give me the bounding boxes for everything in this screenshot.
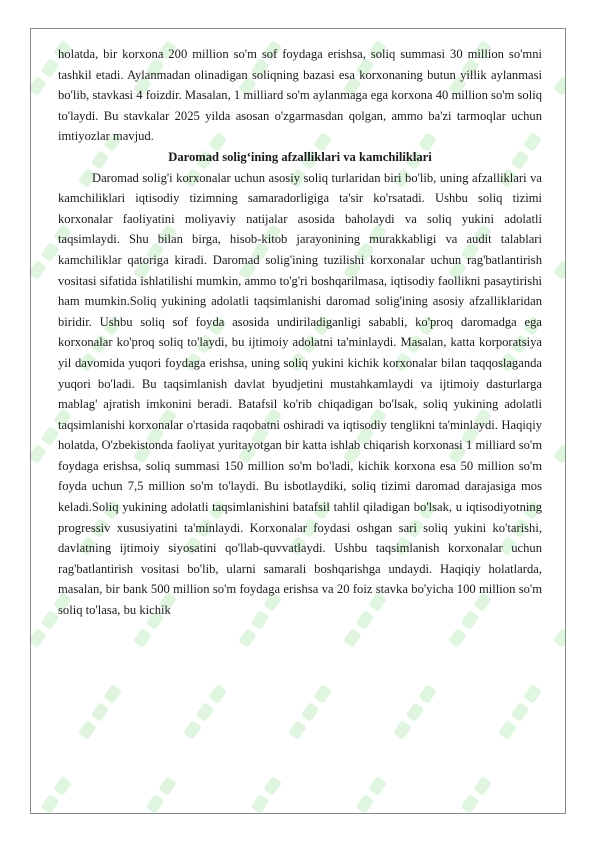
document-body xyxy=(58,44,542,621)
paragraph-2: Daromad solig'i korxonalar uchun asosiy soliq turlaridan biri bo'lib, uning afzalliklari va kamchiliklari iqtisodiy tizimning samaradorligiga ta'sir ko'rsatadi. Ushbu soliq tizimi korxonalar faoliyatini moliyaviy natijalar asosida baholaydi va soliq yukini adolatli taqsimlaydi. Shu bilan birga, hisob-kitob jarayonining murakkabligi va audit talablari kamchiliklar qatoriga kiradi. Daromad solig'ining tuzilishi korxonalar uchun rag'batlantirish vositasi sifatida ishlatilishi mumkin, ammo to'g'ri boshqarilmasa, iqtisodiy faollikni pasaytirishi ham mumkin.Soliq yukining adolatli taqsimlanishi daromad solig'ining asosiy afzalliklaridan biridir. Ushbu soliq sof foyda asosida undiriladiganligi sababli, ko'proq daromadga ega korxonalar ko'proq soliq to'laydi, bu ijtimoiy adolatni ta'minlaydi. Masalan, katta korporatsiya yil davomida yuqori foydaga erishsa, uning soliq yukini kichik korxonalar bilan taqqoslaganda yuqori bo'ladi. Bu taqsimlanish davlat byudjetini mustahkamlaydi va ijtimoiy dasturlarga mablag' ajratish imkonini beradi. Batafsil ko'rib chiqadigan bo'lsak, soliq yukining adolatli taqsimlanishi korxonalar o'rtasida raqobatni oshiradi va iqtisodiy tenglikni ta'minlaydi. Haqiqiy holatda, O'zbekistonda faoliyat yuritayotgan bir katta ishlab chiqarish korxonasi 1 milliard so'm foydaga erishsa, soliq summasi 150 million so'm bo'ladi, kichik korxona esa 50 million so'm foyda uchun 7,5 million so'm to'laydi. Bu isbotlaydiki, soliq tizimi daromad darajasiga mos keladi.Soliq yukining adolatli taqsimlanishini batafsil tahlil qiladigan bo'lsak, u iqtisodiyotning progressiv xususiyatini ta'minlaydi. Korxonalar foydasi oshgan sari soliq yukini ko'tarishi, davlatning ijtimoiy siyosatini qo'llab-quvvatlaydi. Ushbu taqsimlanish korxonalar uchun rag'batlantirish vositasi bo'lib, ularni samarali boshqarishga undaydi. Haqiqiy holatlarda, masalan, bir bank 500 million so'm foydaga erishsa va 20 foiz stavka bo'yicha 100 million so'm soliq to'lasa, bu kichik xyxy=(58,170,542,618)
paragraph-1: holatda, bir korxona 200 million so'm sof foydaga erishsa, soliq summasi 30 million so'mni tashkil etadi. Aylanmadan olinadigan soliqning bazasi esa korxonaning butun yillik aylanmasi bo'lib, stavkasi 4 foizdir. Masalan, 1 milliard so'm aylanmaga ega korxona 40 million so'm soliq to'laydi. Bu stavkalar 2025 yilda asosan o'zgarmasdan qolgan, ammo ba'zi tarmoqlar uchun imtiyozlar mavjud. xyxy=(58,47,542,144)
section-heading: Daromad solig‘ining afzalliklari va kamchiliklari xyxy=(168,149,432,164)
